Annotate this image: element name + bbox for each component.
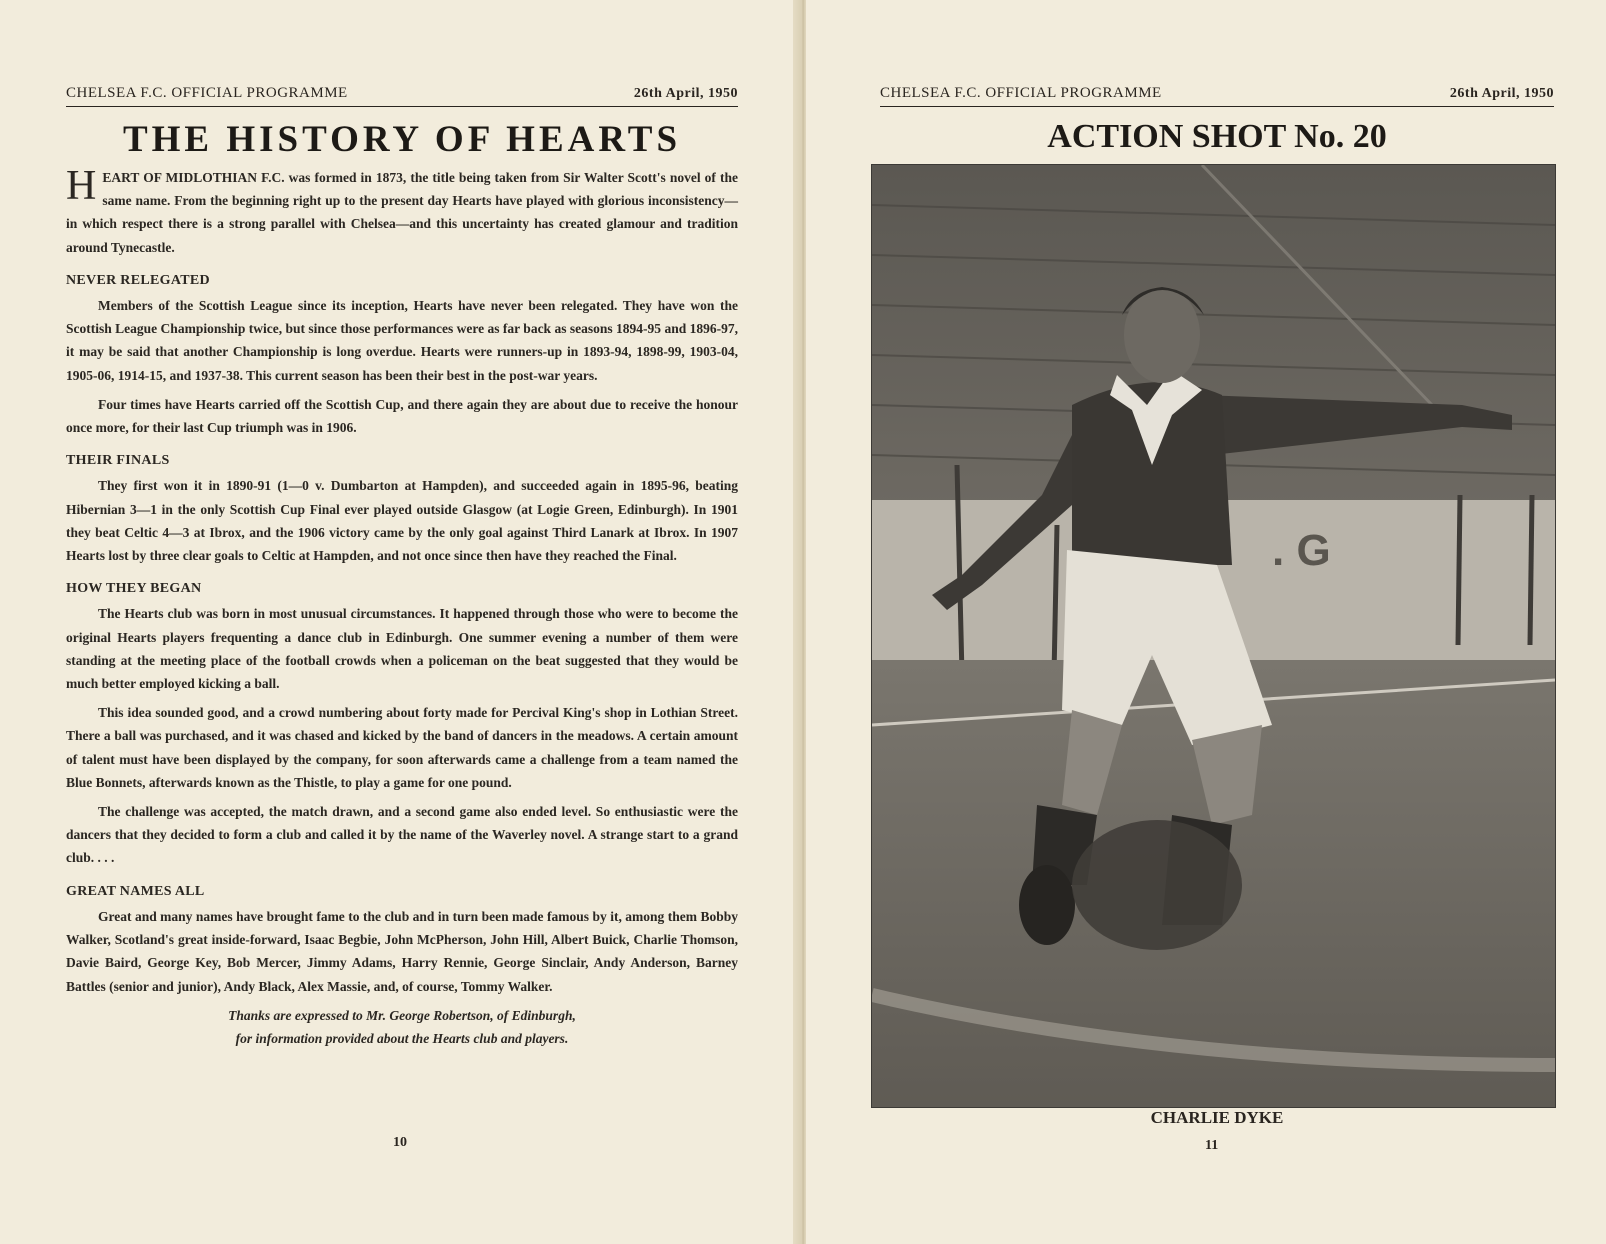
action-shot-title: ACTION SHOT No. 20 bbox=[1047, 118, 1387, 155]
section-paragraph: Members of the Scottish League since its inception, Hearts have never been relegated. They have won the Scottish League Championship twice, but since those performances were as far back as seasons 1894-95 and 1896-97, it may be said that another Championship is long overdue. Hearts were runners-up in 1893-94, 1898-99, 1903-04, 1905-06, 1914-15, and 1937-38. This current season has been their best in the post-war years. bbox=[66, 298, 738, 383]
section-paragraph: The Hearts club was born in most unusual circumstances. It happened through those who were to become the original Hearts players frequenting a dance club in Edinburgh. One summer evening a number of them were standing at the meeting place of the football crowds when a policeman on the beat suggested that they would be much better employed kicking a ball. bbox=[66, 606, 738, 692]
running-head-right bbox=[880, 80, 1554, 107]
running-head-left bbox=[66, 80, 738, 107]
section-paragraph: Great and many names have brought fame to the club and in turn been made famous by it, among them Bobby Walker, Scotland's great inside-forward, Isaac Begbie, John McPherson, John Hill, Albert Buick, Charlie Thomson, Davie Baird, George Key, Bob Mercer, Jimmy Adams, Harry Rennie, George Sinclair, Andy Anderson, Barney Battles (senior and junior), Andy Black, Alex Massie, and, of course, Tommy Walker. bbox=[66, 908, 738, 994]
section-heading: THEIR FINALS bbox=[66, 453, 170, 469]
drop-cap: H bbox=[66, 163, 97, 209]
section-paragraph: This idea sounded good, and a crowd numbering about forty made for Percival King's shop in Lothian Street. There a ball was purchased, and it was chased and kicked by the band of dancers in the meadows. A certain amount of talent must have been displayed by the company, for soon afterwards came a challenge from a team named the Blue Bonnets, afterwards known as the Thistle, to play a game for one pound. bbox=[66, 705, 738, 790]
section-paragraph: Four times have Hearts carried off the Scottish Cup, and there again they are about due to receive the honour once more, for their last Cup triumph was in 1906. bbox=[66, 396, 738, 436]
section-heading: HOW THEY BEGAN bbox=[66, 581, 202, 597]
publication-name: CHELSEA F.C. OFFICIAL PROGRAMME bbox=[880, 85, 1162, 101]
article-title: THE HISTORY OF HEARTS bbox=[122, 119, 682, 160]
acknowledgement-line: for information provided about the Hearts club and players. bbox=[235, 1030, 569, 1046]
issue-date: 26th April, 1950 bbox=[1449, 86, 1554, 101]
intro-text: EART OF MIDLOTHIAN F.C. was formed in 1873, the title being taken from Sir Walter Scott's novel of the same name. From the beginning right up to the present day Hearts have played with glorious inconsistency—in which respect there is a strong parallel with Chelsea—and this uncertainty has created glamour and tradition around Tynecastle. bbox=[66, 170, 738, 255]
photo-illustration bbox=[872, 165, 1555, 1107]
acknowledgement-line: Thanks are expressed to Mr. George Robertson, of Edinburgh, bbox=[228, 1007, 576, 1023]
section-paragraph: The challenge was accepted, the match drawn, and a second game also ended level. So enthusiastic were the dancers that they decided to form a club and called it by the name of the Waverley novel. A strange start to a grand club. . . . bbox=[66, 804, 738, 866]
hoarding-letter: . G bbox=[1272, 526, 1331, 575]
section-heading: NEVER RELEGATED bbox=[66, 272, 210, 288]
issue-date: 26th April, 1950 bbox=[633, 86, 738, 101]
acknowledgement bbox=[66, 1004, 738, 1050]
intro-paragraph bbox=[66, 163, 738, 259]
publication-name: CHELSEA F.C. OFFICIAL PROGRAMME bbox=[66, 85, 348, 101]
player-photo bbox=[871, 164, 1556, 1108]
photo-caption: CHARLIE DYKE bbox=[1150, 1108, 1284, 1127]
section-heading: GREAT NAMES ALL bbox=[66, 883, 205, 899]
page-number-right: 11 bbox=[1205, 1138, 1219, 1153]
section-paragraph: They first won it in 1890-91 (1—0 v. Dumbarton at Hampden), and succeeded again in 1895-96, beating Hibernian 3—1 in the only Scottish Cup Final ever played outside Glasgow (at Logie Green, Edinburgh). In 1901 they beat Celtic 4—3 at Ibrox, and the 1906 victory came by the only goal against Third Lanark at Ibrox. In 1907 Hearts lost by three clear goals to Celtic at Hampden, and not once since then have they reached the Final. bbox=[66, 478, 738, 564]
article-body bbox=[66, 163, 738, 1050]
page-number-left: 10 bbox=[393, 1135, 407, 1150]
left-page bbox=[0, 0, 800, 1244]
right-page bbox=[806, 0, 1606, 1244]
